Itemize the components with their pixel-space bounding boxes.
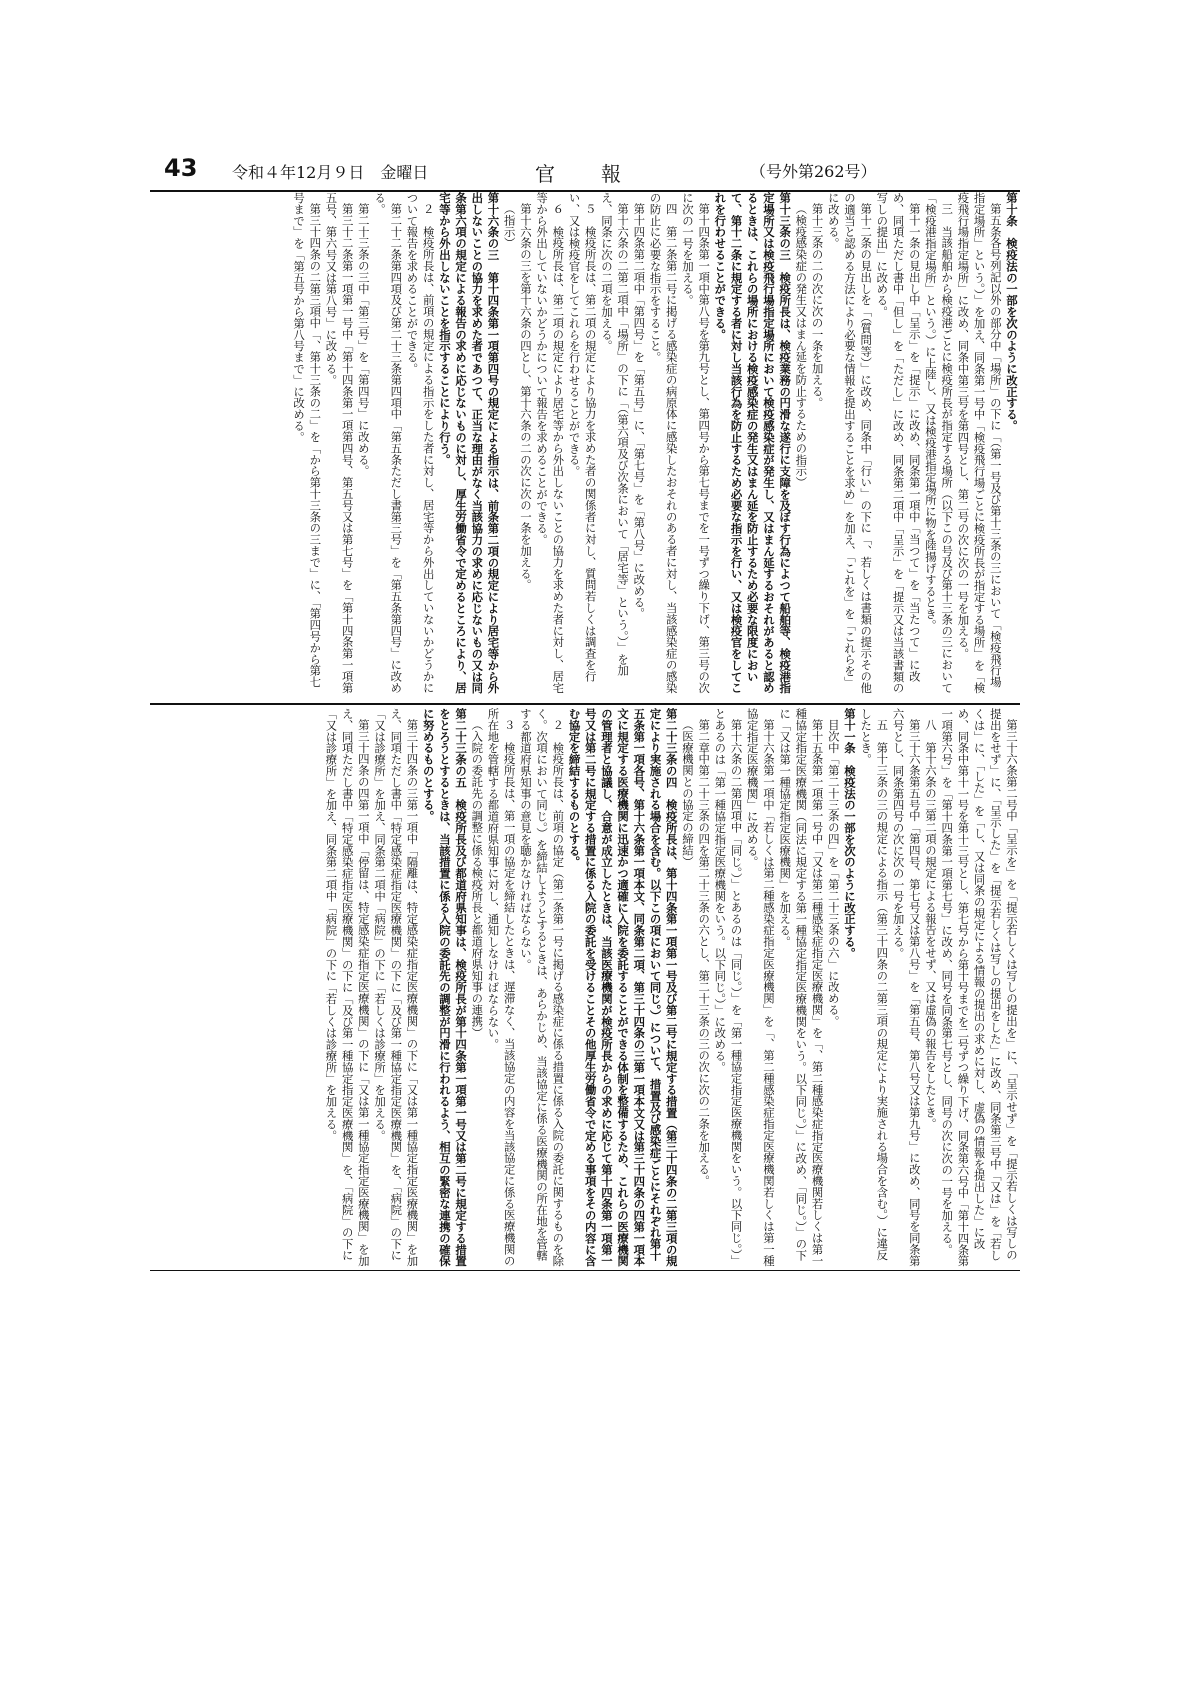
lower-paragraph: 第二十三条の五 検疫所長及び都道府県知事は、検疫所長が第十四条第一項第一号又は第二号に規定する措置をとろうとするときは、当該措置に係る入院の委託先の調整が円滑に行われるよう、相互の緊密な連携の確保に努めるものとする。 — [421, 708, 469, 1267]
bottom-rule — [150, 1270, 1020, 1271]
lower-paragraph: ２ 検疫所長は、前項の協定（第二条第一号に掲げる感染症に係る措置に係る入院の委託に関するものを除く。次項において同じ。）を締結しようとするときは、あらかじめ、当該協定に係る医療機関の所在地を管轄する都道府県知事の意見を聴かなければならない。 — [518, 708, 566, 1267]
lower-paragraph: 五 第十三条の三の規定による指示（第三十四条の二第三項の規定により実施される場合を含む。）に違反したとき。 — [859, 708, 890, 1261]
upper-paragraph: 第二十二条第四項及び第二十三条第四項中「第五条ただし書第三号」を「第五条第四号」に改める。 — [373, 192, 404, 694]
upper-paragraph: 第二十三条の三中「第三号」を「第四号」に改める。 — [356, 203, 371, 477]
lower-paragraph: 八 第十六条の三第二項の規定による報告をせず、又は虚偽の報告をしたとき。 — [923, 719, 938, 1130]
page-number: 43 — [164, 154, 198, 182]
upper-paragraph: 第十条 検疫法の一部を次のように改正する。 — [1005, 192, 1019, 432]
lower-paragraph: 第三十四条の四第一項中「停留は、特定感染症指定医療機関」の下に「又は第一種協定指定医療機関」を加え、同項ただし書中「特定感染症指定医療機関」の下に「及び第一種協定指定医療機関」を、「病院」の下に「又は診療所」を加え、同条第二項中「病院」の下に「若しくは診療所」を加える。 — [324, 708, 371, 1267]
lower-paragraph: （医療機関との協定の締結） — [680, 719, 695, 868]
gazette-title: 官報 — [535, 162, 667, 186]
page-header — [150, 152, 1020, 192]
upper-paragraph: 第十四条第一項中第八号を第九号とし、第四号から第七号までを一号ずつ繰り下げ、第三号の次に次の一号を加える。 — [680, 192, 712, 694]
lower-paragraph: 目次中「第二十三条の四」を「第二十三条の六」に改める。 — [826, 719, 841, 1028]
lower-paragraph: 第三十六条第二号中「呈示を」を「提示若しくは写しの提出を」に、「呈示せず」を「提示若しくは写しの提出をせず」に、「呈示した」を「提示若しくは写しの提出をした」に改め、同条第三号中「又は」を「若しくは」に、「した」を「し、又は同条の規定による情報の提出の求めに対し、虚偽の情報を提出した」に改め、同条中第十一号を第十三号とし、第七号から第十号までを二号ずつ繰り下げ、同条第六号中「第十四条第一項第六号」を「第十四条第一項第七号」に改め、同号を同条第七号とし、同号の次に次の一号を加える。 — [940, 708, 1019, 1267]
upper-paragraph: ６ 検疫所長は、第二項の規定により居宅等から外出しないことの協力を求めた者に対し、居宅等から外出していないかどうかについて報告を求めることができる。 — [535, 192, 566, 694]
lower-text-block — [150, 708, 1020, 1268]
upper-paragraph: （指示） — [502, 203, 517, 249]
upper-paragraph: 第十三条の二の次に次の一条を加える。 — [810, 203, 825, 409]
upper-paragraph: 第十六条の三を第十六条の四とし、第十六条の二の次に次の一条を加える。 — [518, 203, 533, 591]
lower-paragraph: 第十一条 検疫法の一部を次のように改正する。 — [842, 708, 857, 959]
upper-paragraph: ５ 検疫所長は、第二項の規定により協力を求めた者の関係者に対し、質問若しくは調査を行い、又は検疫官をしてこれらを行わせることができる。 — [567, 192, 598, 683]
upper-paragraph: 第十二条の見出しを「（質問等）」に改め、同条中「行い」の下に「、若しくは書類の提示その他の適当と認める方法により必要な情報を提出することを求め」を加え、「これを」を「これらを」に改める。 — [826, 192, 874, 694]
issue-number: （号外第262号） — [750, 162, 877, 181]
lower-paragraph: 第十五条第一項第一号中「又は第二種感染症指定医療機関」を「、第二種感染症指定医療機関若しくは第一種協定指定医療機関（同法に規定する第一種協定指定医療機関をいう。以下同じ。）」に改め、「同じ。）」の下に「又は第一種協定指定医療機関」を加える。 — [778, 708, 825, 1267]
upper-paragraph: 四 第二条第二号に掲げる感染症の病原体に感染したおそれのある者に対し、当該感染症の感染の防止に必要な指示をすること。 — [648, 192, 679, 694]
lower-paragraph: 第十六条第一項中「若しくは第二種感染症指定医療機関」を「、第二種感染症指定医療機関若しくは第一種協定指定医療機関」に改める。 — [745, 708, 776, 1267]
issue-date: 令和４年12月９日 金曜日 — [232, 163, 429, 182]
upper-paragraph: 第十四条第二項中「第四号」を「第五号」に、「第七号」を「第八号」に改める。 — [632, 203, 647, 620]
upper-paragraph: 第三十二条第一項第一号中「第十四条第一項第四号、第五号又は第七号」を「第十四条第一項第五号、第六号又は第八号」に改める。 — [324, 192, 355, 694]
upper-paragraph: ２ 検疫所長は、前項の規定による指示をした者に対し、居宅等から外出していないかどうかについて報告を求めることができる。 — [405, 192, 436, 694]
lower-paragraph: （入院の委託先の調整に係る検疫所長と都道府県知事の連携） — [470, 719, 485, 1039]
upper-text-block — [150, 192, 1020, 698]
upper-paragraph: 三 当該船舶から検疫港ごとに検疫所長が指定する場所（以下この号及び第十三条の三において「検疫港指定場所」という。）に上陸し、又は検疫港指定場所に物を陸揚げするとき。 — [923, 192, 955, 694]
upper-paragraph: （検疫感染症の発生又はまん延を防止するための指示） — [794, 203, 809, 489]
section-divider — [150, 703, 1020, 705]
upper-paragraph: 第十六条の三 第十四条第一項第四号の規定による指示は、前条第二項の規定により居宅等から外出しないことの協力を求めた者であつて、正当な理由がなく当該協力の求めに応じないもの又は同条第六項の規定による報告の求めに応じないものに対し、厚生労働省令で定めるところにより、居宅等から外出しないことを指示することにより行う。 — [437, 192, 501, 694]
lower-paragraph: 第十六条の二第四項中「同じ。）」とあるのは「同じ。）」を「第一種協定指定医療機関をいう。以下同じ。）」とあるのは「第一種協定指定医療機関をいう。以下同じ。）」に改める。 — [713, 708, 744, 1267]
lower-paragraph: 第二章中第二十三条の四を第二十三条の六とし、第二十三条の三の次に次の二条を加える。 — [697, 719, 712, 1187]
upper-paragraph: 第五条各号列記以外の部分中「場所」の下に「（第一号及び第十三条の三において「検疫飛行場指定場所」という。）」を加え、同条第一号中「検疫飛行場ごとに検疫所長が指定する場所」を「検疫飛行場指定場所」に改め、同条中第三号を第四号とし、第二号の次に次の一号を加える。 — [956, 192, 1003, 694]
upper-paragraph: 第十一条の見出し中「呈示」を「提示」に改め、同条第一項中「当つて」を「当たつて」に改め、同項ただし書中「但し」を「ただし」に改め、同条第二項中「呈示」を「提示又は当該書類の写しの提出」に改める。 — [875, 192, 922, 694]
upper-paragraph: 第十三条の三 検疫所長は、検疫業務の円滑な遂行に支障を及ぼす行為によつて船舶等、検疫港指定場所又は検疫飛行場指定場所において検疫感染症が発生し、又はまん延するおそれがあると認めるときは、これらの場所における検疫感染症の発生又はまん延を防止するため必要な限度において、第十二条に規定する者に対し当該行為を防止するため必要な指示を行い、又は検疫官をしてこれを行わせることができる。 — [713, 192, 793, 694]
lower-paragraph: ３ 検疫所長は、第一項の協定を締結したときは、遅滞なく、当該協定の内容を当該協定に係る医療機関の所在地を管轄する都道府県知事に対し、通知しなければならない。 — [486, 708, 517, 1267]
lower-paragraph: 第三十六条第五号中「第四号、第七号又は第八号」を「第五号、第八号又は第九号」に改め、同号を同条第六号とし、同条第四号の次に次の一号を加える。 — [891, 708, 922, 1267]
upper-paragraph: 第三十四条の二第三項中「、第十三条の二」を「から第十三条の三まで」に、「第四号から第七号まで」を「第五号から第八号まで」に改める。 — [292, 192, 323, 688]
lower-paragraph: 第二十三条の四 検疫所長は、第十四条第一項第一号及び第二号に規定する措置（第三十四条の二第三項の規定により実施される場合を含む。以下この項において同じ。）について、措置及び感染症ごとにそれぞれ第十五条第一項各号、第十六条第一項本文、同条第二項、第三十四条の三第一項本文又は第三十四条の四第一項本文に規定する医療機関に迅速かつ適確に入院を委託することができる体制を整備するため、これらの医療機関の管理者と協議し、合意が成立したときは、当該医療機関が検疫所長からの求めに応じて第十四条第一項第一号又は第二号に規定する措置に係る入院の委託を受けることその他厚生労働省令で定める事項をその内容に含む協定を締結するものとする。 — [567, 708, 679, 1267]
upper-paragraph: 第十六条の二第二項中「場所」の下に「（第六項及び次条において「居宅等」という。）」を加え、同条に次の二項を加える。 — [599, 192, 631, 677]
lower-paragraph: 第三十四条の三第一項中「隔離は、特定感染症指定医療機関」の下に「又は第一種協定指定医療機関」を加え、同項ただし書中「特定感染症指定医療機関」の下に「及び第一種協定指定医療機関」を、「病院」の下に「又は診療所」を加え、同条第二項中「病院」の下に「若しくは診療所」を加える。 — [373, 708, 420, 1267]
